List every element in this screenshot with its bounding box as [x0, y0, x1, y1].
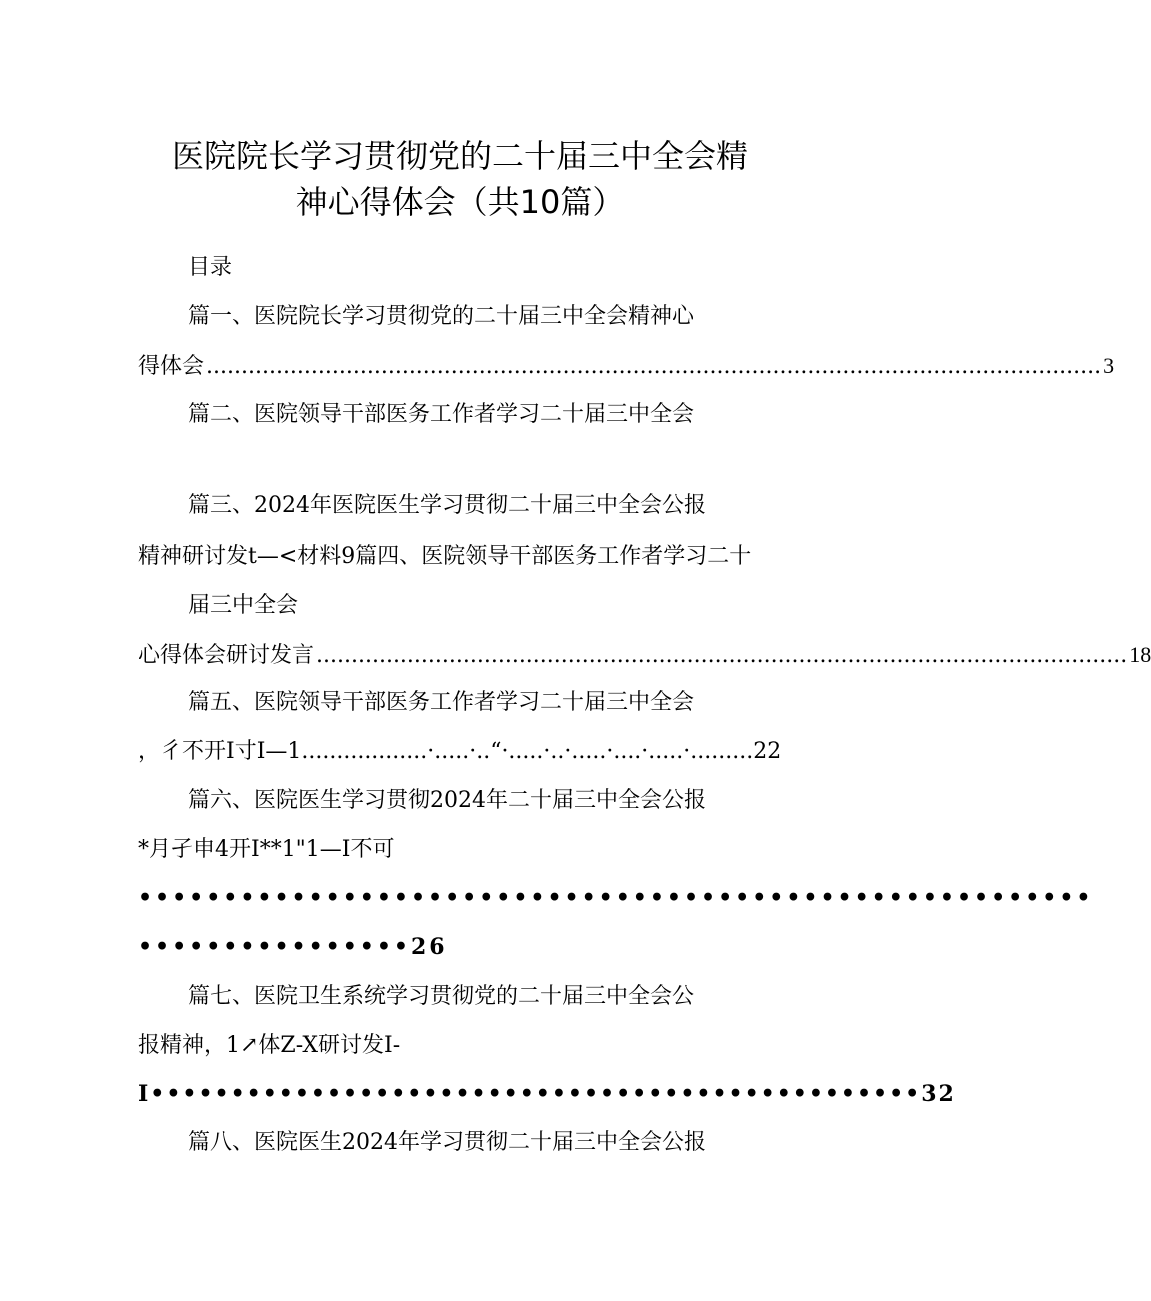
toc-dot-leader: .................................................................................................................... [316, 643, 1128, 668]
toc-entry-1-line-1[interactable]: 篇一、医院院长学习贯彻党的二十届三中全会精神心 [188, 304, 695, 329]
toc-entry-text: 得体会 [138, 354, 205, 379]
document-title-line-1: 医院院长学习贯彻党的二十届三中全会精 [171, 137, 748, 175]
toc-heading: 目录 [188, 255, 233, 280]
toc-entry-text: 心得体会研讨发言 [138, 643, 315, 668]
toc-entry-4-line-2[interactable] [138, 640, 1151, 671]
toc-entry-5-line-1[interactable]: 篇五、医院领导干部医务工作者学习二十届三中全会 [188, 690, 695, 715]
toc-entry-6-page-line[interactable]: ••••••••••••••••26 [138, 934, 448, 960]
toc-entry-8-line-1[interactable]: 篇八、医院医生2024年学习贯彻二十届三中全会公报 [188, 1130, 706, 1155]
document-title-line-2: 神心得体会（共10篇） [295, 183, 625, 221]
toc-entry-7-page-line[interactable]: I••••••••••••••••••••••••••••••••••••••••••••••••32 [138, 1081, 956, 1107]
toc-dot-leader: ................................................................................................................................ [206, 354, 1102, 379]
toc-page-number: 3 [1103, 353, 1115, 378]
toc-page-number: 18 [1129, 642, 1151, 667]
toc-entry-3-line-2[interactable]: 精神研讨发t—<材料9篇四、医院领导干部医务工作者学习二十 [138, 544, 752, 569]
toc-entry-6-line-1[interactable]: 篇六、医院医生学习贯彻2024年二十届三中全会公报 [188, 788, 706, 813]
toc-entry-3-line-1[interactable]: 篇三、2024年医院医生学习贯彻二十届三中全会公报 [188, 493, 706, 518]
toc-entry-7-line-2[interactable]: 报精神，1↗体Z-X研讨发I- [138, 1033, 401, 1058]
toc-entry-6-dot-leader: •••••••••••••••••••••••••••••••••••••••••••••••••••••••• [138, 885, 1094, 911]
toc-entry-6-line-2[interactable]: *月孑申4开I**1"1—I不可 [138, 837, 395, 862]
toc-entry-1-line-2[interactable] [138, 351, 1115, 382]
toc-entry-5-line-2[interactable]: ，彳不开I寸I—1..................·.....·..“·.....·..·.....·....·.....·.........22 [138, 739, 782, 764]
toc-entry-2[interactable]: 篇二、医院领导干部医务工作者学习二十届三中全会 [188, 402, 695, 427]
toc-entry-4-line-1[interactable]: 届三中全会 [188, 593, 299, 618]
toc-entry-7-line-1[interactable]: 篇七、医院卫生系统学习贯彻党的二十届三中全会公 [188, 984, 695, 1009]
